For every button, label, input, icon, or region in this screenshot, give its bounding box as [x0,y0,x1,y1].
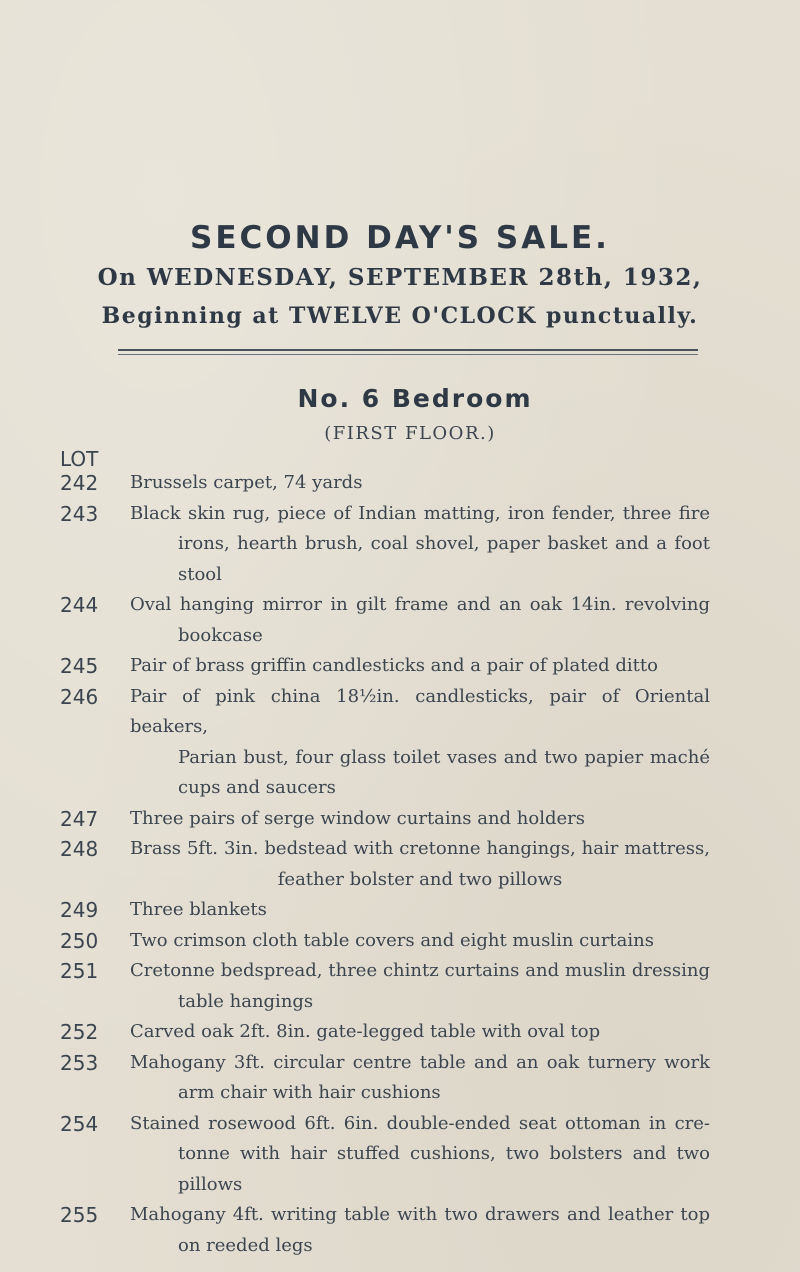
lot-number: 253 [60,1050,99,1075]
lot-line: stool [178,563,222,585]
room-title: No. 6 Bedroom [297,384,533,413]
lot-line: irons, hearth brush, coal shovel, paper basket and a foot [178,533,710,554]
lot-item [60,651,710,682]
lot-description [130,682,710,804]
lot-line: cups and saucers [178,777,336,798]
lot-description [130,834,710,895]
lot-item [60,1017,710,1048]
lot-line: Two crimson cloth table covers and eight muslin curtains [130,929,654,951]
lot-item [60,895,710,926]
lot-item [60,834,710,895]
lot-number: 242 [60,471,99,495]
lot-description [130,895,710,926]
lot-item [60,1109,710,1201]
lot-list [60,468,710,1261]
lot-description [130,499,710,591]
lot-description [130,651,710,682]
lot-description [130,468,710,499]
lot-item [60,1200,710,1261]
lot-number: 252 [60,1020,99,1044]
lot-number: 243 [60,501,99,526]
lot-description [130,1017,710,1048]
sale-title: SECOND DAY'S SALE. [190,220,610,256]
lot-column-label: LOT [60,447,99,471]
lot-description [130,1109,710,1201]
lot-line: Pair of brass griffin candlesticks and a pair of plated ditto [130,655,658,676]
lot-item [60,590,710,651]
lot-number: 249 [60,898,99,922]
lot-line: Mahogany 4ft. writing table with two drawers and leather top [130,1204,710,1225]
lot-number: 255 [60,1203,99,1227]
lot-item [60,1048,710,1109]
lot-item [60,804,710,835]
lot-line: tonne with hair stuffed cushions, two bolsters and two [178,1143,710,1164]
lot-line: feather bolster and two pillows [277,868,563,890]
lot-item [60,926,710,957]
sale-date: On WEDNESDAY, SEPTEMBER 28th, 1932, [97,264,703,291]
lot-line: on reeded legs [178,1234,313,1256]
lot-line: Pair of pink china 18½in. candlesticks, pair of Oriental beakers, [130,685,710,737]
lot-description [130,1200,710,1261]
lot-line: Brussels carpet, 74 yards [130,472,363,493]
lot-item [60,499,710,591]
lot-line: Stained rosewood 6ft. 6in. double-ended seat ottoman in cre- [130,1112,710,1134]
lot-line: arm chair with hair cushions [178,1082,441,1103]
lot-line: pillows [178,1173,243,1195]
room-subtitle: (FIRST FLOOR.) [324,423,496,444]
lot-line: bookcase [178,624,263,646]
sale-start-time: Beginning at TWELVE O'CLOCK punctually. [101,303,699,329]
lot-item [60,682,710,804]
lot-number: 254 [60,1111,99,1136]
lot-line: Parian bust, four glass toilet vases and two papier maché [178,746,710,768]
lot-line: Three pairs of serge window curtains and holders [130,807,585,829]
lot-number: 244 [60,593,99,617]
header-divider-thin [118,354,698,355]
lot-description [130,956,710,1017]
lot-description [130,926,710,957]
lot-number: 248 [60,837,99,861]
lot-description [130,1048,710,1109]
lot-number: 251 [60,959,99,983]
lot-number: 247 [60,806,99,831]
lot-line: Oval hanging mirror in gilt frame and an oak 14in. revolving [130,594,710,615]
lot-number: 246 [60,684,99,709]
lot-line: table hangings [178,990,314,1012]
lot-number: 250 [60,928,99,953]
header-divider [118,349,698,351]
lot-description [130,590,710,651]
lot-line: Carved oak 2ft. 8in. gate-legged table with oval top [130,1021,601,1042]
lot-item [60,468,710,499]
lot-line: Cretonne bedspread, three chintz curtains and muslin dressing [130,960,710,981]
lot-line: Three blankets [130,899,267,920]
lot-number: 245 [60,654,99,678]
lot-item [60,956,710,1017]
lot-line: Mahogany 3ft. circular centre table and an oak turnery work [130,1051,710,1073]
lot-line: Black skin rug, piece of Indian matting, iron fender, three fire [130,502,710,524]
lot-line: Brass 5ft. 3in. bedstead with cretonne hangings, hair mattress, [130,838,710,859]
lot-description [130,804,710,835]
